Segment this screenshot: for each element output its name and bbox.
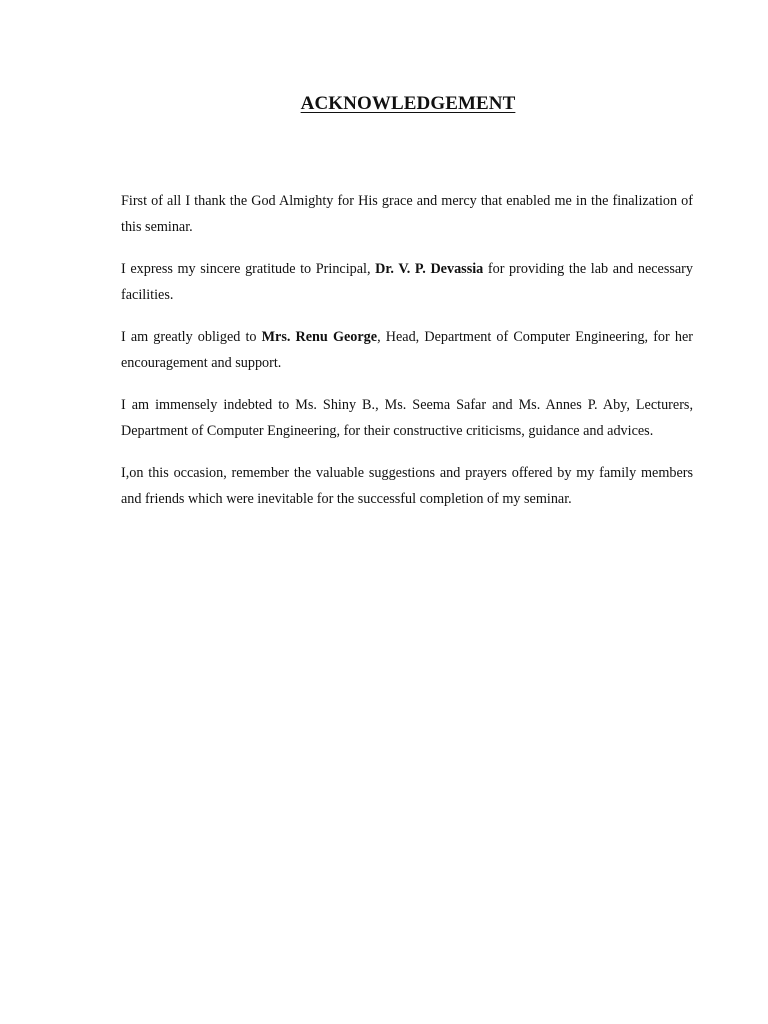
document-body [121,188,693,528]
paragraph-3-text-before: I am greatly obliged to [121,329,262,345]
paragraph-2-text-before: I express my sincere gratitude to Principal, [121,261,376,277]
page-title: ACKNOWLEDGEMENT [300,93,516,114]
principal-name: Dr. V. P. Devassia [375,261,484,277]
paragraph-3 [121,324,693,376]
paragraph-1: First of all I thank the God Almighty for His grace and mercy that enabled me in the finalization of this seminar. [121,193,693,235]
paragraph-5: I,on this occasion, remember the valuable suggestions and prayers offered by my family members and friends which were inevitable for the successful completion of my seminar. [121,465,693,507]
hod-name: Mrs. Renu George [261,329,378,345]
paragraph-3-text-after: , Head, Department of Computer Engineering, for her encouragement and support. [121,329,693,371]
paragraph-2-text-after: for providing the lab and necessary facilities. [121,261,693,303]
paragraph-2 [121,256,693,308]
paragraph-4: I am immensely indebted to Ms. Shiny B., Ms. Seema Safar and Ms. Annes P. Aby, Lecturers, Department of Computer Engineering, for their constructive criticisms, guidance and advices. [121,397,693,439]
